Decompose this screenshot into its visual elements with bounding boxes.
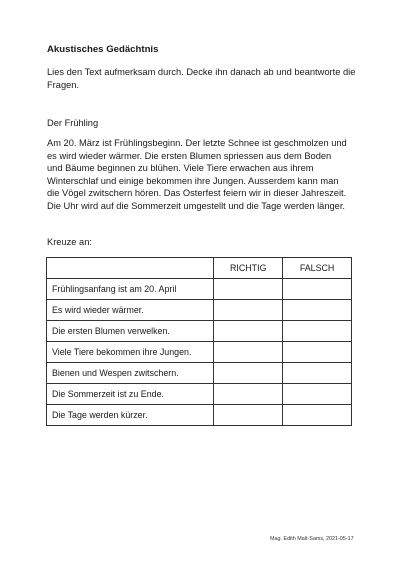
richtig-checkbox-cell[interactable] bbox=[214, 279, 283, 300]
header-statement bbox=[47, 258, 214, 279]
richtig-checkbox-cell[interactable] bbox=[214, 363, 283, 384]
header-falsch: FALSCH bbox=[283, 258, 352, 279]
table-row bbox=[47, 384, 352, 405]
statement-cell: Es wird wieder wärmer. bbox=[47, 300, 214, 321]
text-title: Der Frühling bbox=[47, 118, 99, 128]
table-header-row bbox=[47, 258, 352, 279]
falsch-checkbox-cell[interactable] bbox=[283, 405, 352, 426]
text-line: die Vögel zwitschern hören. Das Osterfest feiern wir in dieser Jahreszeit. bbox=[47, 188, 347, 199]
quiz-instruction: Kreuze an: bbox=[47, 237, 92, 247]
falsch-checkbox-cell[interactable] bbox=[283, 363, 352, 384]
falsch-checkbox-cell[interactable] bbox=[283, 321, 352, 342]
falsch-checkbox-cell[interactable] bbox=[283, 279, 352, 300]
text-line: Die Uhr wird auf die Sommerzeit umgestellt und die Tage werden länger. bbox=[47, 200, 345, 211]
intro-instructions: Lies den Text aufmerksam durch. Decke ihn danach ab und beantworte die Fragen. bbox=[47, 67, 356, 90]
table-row bbox=[47, 342, 352, 363]
richtig-checkbox-cell[interactable] bbox=[214, 405, 283, 426]
statement-cell: Die Tage werden kürzer. bbox=[47, 405, 214, 426]
table-row bbox=[47, 279, 352, 300]
falsch-checkbox-cell[interactable] bbox=[283, 342, 352, 363]
statement-cell: Frühlingsanfang ist am 20. April bbox=[47, 279, 214, 300]
statement-cell: Viele Tiere bekommen ihre Jungen. bbox=[47, 342, 214, 363]
worksheet-title: Akustisches Gedächtnis bbox=[47, 44, 159, 55]
text-line: es wird wieder wärmer. Die ersten Blumen spriessen aus dem Boden bbox=[47, 150, 332, 161]
richtig-checkbox-cell[interactable] bbox=[214, 384, 283, 405]
table-row bbox=[47, 321, 352, 342]
table-row bbox=[47, 300, 352, 321]
text-line: Am 20. März ist Frühlingsbeginn. Der letzte Schnee ist geschmolzen und bbox=[47, 138, 347, 148]
text-line: Winterschlaf und einige bekommen ihre Jungen. Ausserdem kann man bbox=[47, 175, 339, 186]
statement-cell: Die ersten Blumen verwelken. bbox=[47, 321, 214, 342]
richtig-checkbox-cell[interactable] bbox=[214, 321, 283, 342]
footer-credit: Mag. Edith Malt-Sams, 2021-05-17 bbox=[270, 536, 354, 542]
quiz-table bbox=[46, 257, 352, 426]
reading-text bbox=[47, 137, 359, 212]
table-row bbox=[47, 363, 352, 384]
falsch-checkbox-cell[interactable] bbox=[283, 384, 352, 405]
statement-cell: Bienen und Wespen zwitschern. bbox=[47, 363, 214, 384]
table-row bbox=[47, 405, 352, 426]
statement-cell: Die Sommerzeit ist zu Ende. bbox=[47, 384, 214, 405]
header-richtig: RICHTIG bbox=[214, 258, 283, 279]
richtig-checkbox-cell[interactable] bbox=[214, 300, 283, 321]
text-line: und Bäume beginnen zu blühen. Viele Tiere erwachen aus ihrem bbox=[47, 163, 314, 174]
richtig-checkbox-cell[interactable] bbox=[214, 342, 283, 363]
falsch-checkbox-cell[interactable] bbox=[283, 300, 352, 321]
